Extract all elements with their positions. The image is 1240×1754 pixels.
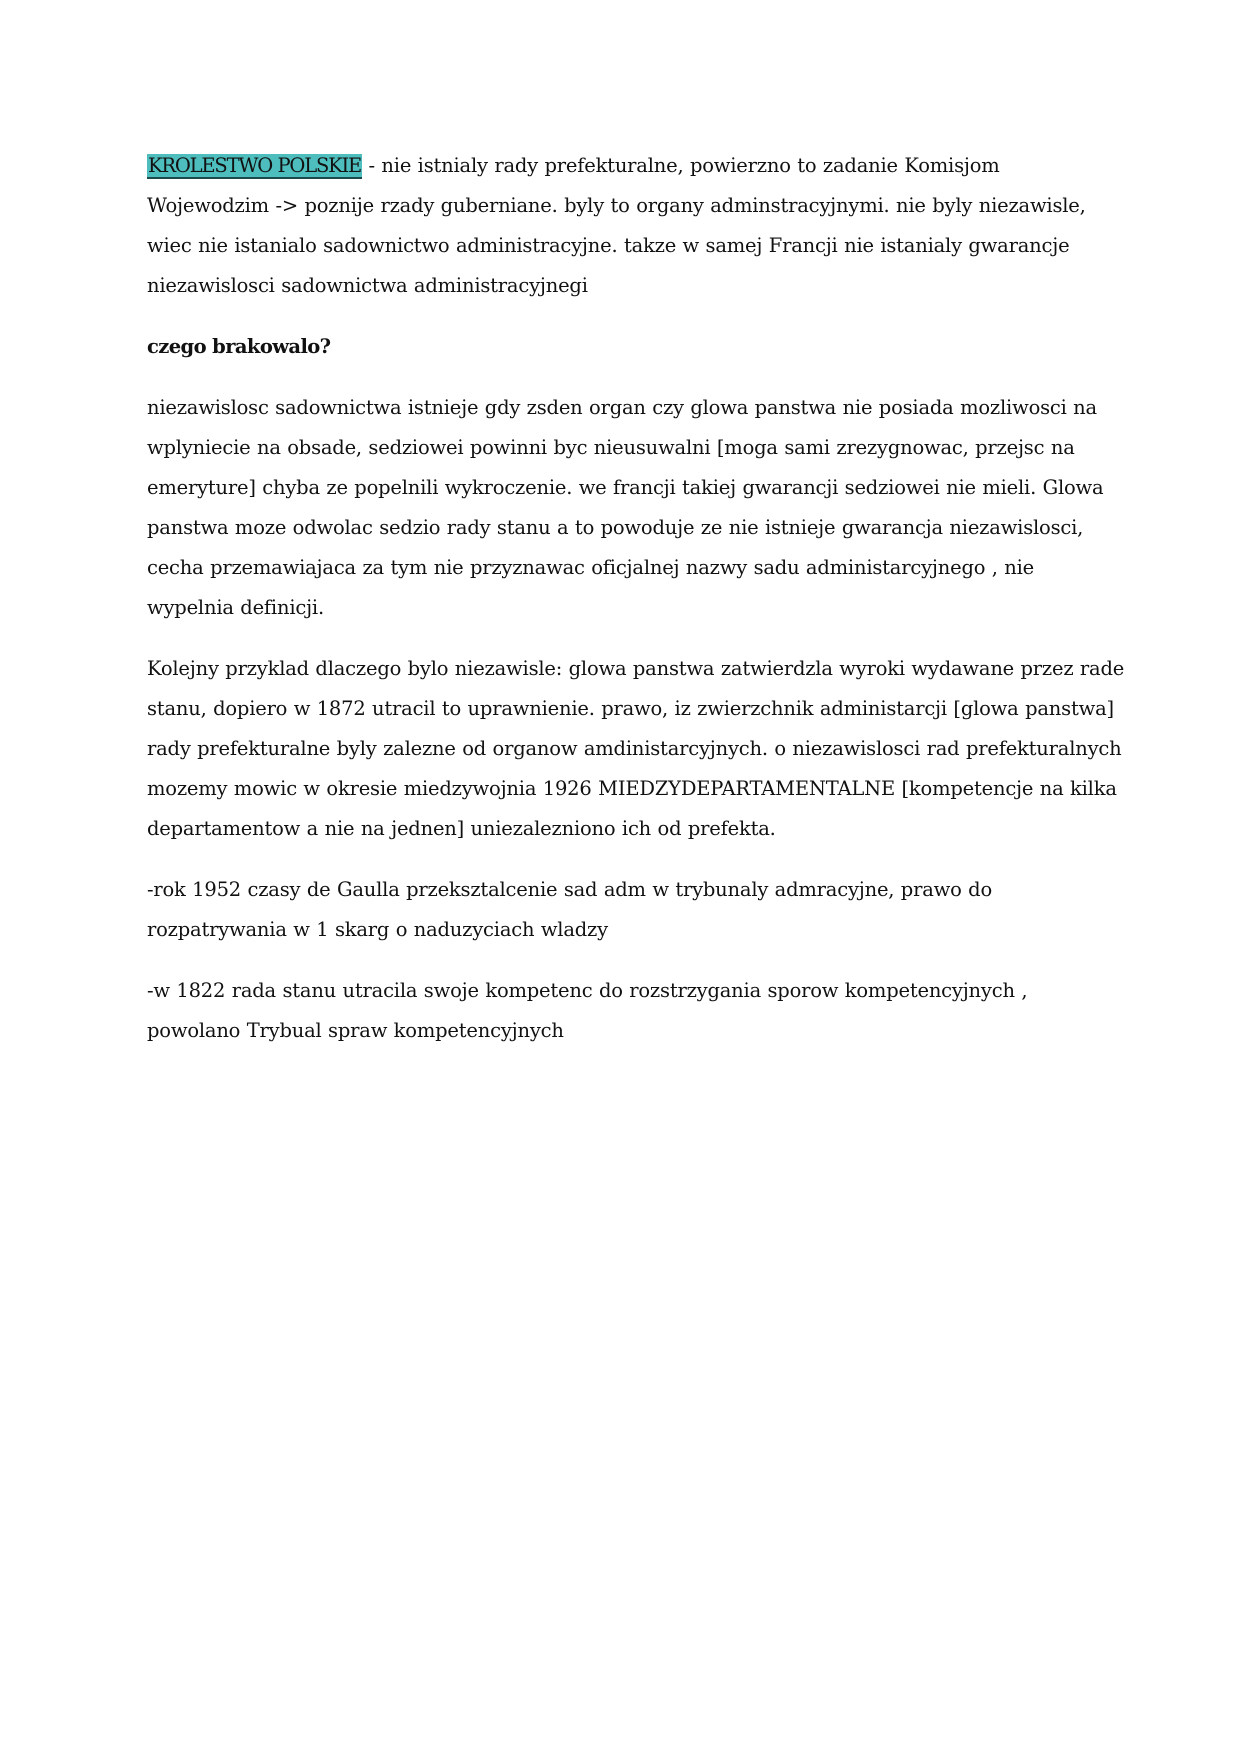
paragraph-spacing (147, 306, 1097, 327)
paragraph-rok-1952 (147, 870, 1097, 950)
text-line: rady prefekturalne byly zalezne od organow amdinistarcyjnych. o niezawislosci rad prefekturalnych (147, 737, 1122, 760)
text-line: -w 1822 rada stanu utracila swoje kompetenc do rozstrzygania sporow kompetencyjnych , (147, 979, 1028, 1002)
text-line: niezawislosci sadownictwa administracyjnegi (147, 274, 588, 297)
text-line: wplyniecie na obsade, sedziowei powinni byc nieusuwalni [moga sami zrezygnowac, przejsc na (147, 436, 1075, 459)
section-heading: czego brakowalo? (147, 335, 331, 358)
text-line (147, 146, 1097, 186)
text-line: cecha przemawiajaca za tym nie przyznawac oficjalnej nazwy sadu administarcyjnego , nie (147, 556, 1034, 579)
text-line: stanu, dopiero w 1872 utracil to uprawnienie. prawo, iz zwierzchnik administarcji [glowa panstwa] (147, 697, 1114, 720)
text-line: departamentow a nie na jednen] uniezalezniono ich od prefekta. (147, 817, 776, 840)
paragraph-spacing (147, 849, 1097, 870)
paragraph-niezawislosc (147, 388, 1104, 628)
text-line: -rok 1952 czasy de Gaulla przeksztalcenie sad adm w trybunaly admracyjne, prawo do (147, 878, 992, 901)
text-line: wypelnia definicji. (147, 596, 324, 619)
text-line: rozpatrywania w 1 skarg o naduzyciach wladzy (147, 918, 608, 941)
text-line: Wojewodzim -> poznije rzady guberniane. byly to organy adminstracyjnymi. nie byly niezawisle, (147, 194, 1086, 217)
paragraph-krolestwo-polskie (147, 146, 1097, 306)
paragraph-w-1822 (147, 971, 1097, 1051)
paragraph-kolejny-przyklad (147, 649, 1125, 849)
paragraph-spacing (147, 628, 1097, 649)
paragraph-spacing (147, 367, 1097, 388)
paragraph-spacing (147, 950, 1097, 971)
text-line: panstwa moze odwolac sedzio rady stanu a to powoduje ze nie istnieje gwarancja niezawislosci, (147, 516, 1084, 539)
text-line: Kolejny przyklad dlaczego bylo niezawisle: glowa panstwa zatwierdzla wyroki wydawane przez rade (147, 657, 1125, 680)
text-line: mozemy mowic w okresie miedzywojnia 1926 MIEDZYDEPARTAMENTALNE [kompetencje na kilka (147, 777, 1117, 800)
text-fragment: - nie istnialy rady prefekturalne, powierzno to zadanie Komisjom (362, 154, 1000, 177)
text-line: niezawislosc sadownictwa istnieje gdy zsden organ czy glowa panstwa nie posiada mozliwosci na (147, 396, 1097, 419)
text-line: wiec nie istanialo sadownictwo administracyjne. takze w samej Francji nie istanialy gwarancje (147, 234, 1070, 257)
document-page (147, 146, 1125, 1051)
text-line: powolano Trybual spraw kompetencyjnych (147, 1019, 564, 1042)
text-line: emeryture] chyba ze popelnili wykroczenie. we francji takiej gwarancji sedziowei nie mieli. Glowa (147, 476, 1104, 499)
highlighted-term: KROLESTWO POLSKIE (148, 154, 362, 177)
